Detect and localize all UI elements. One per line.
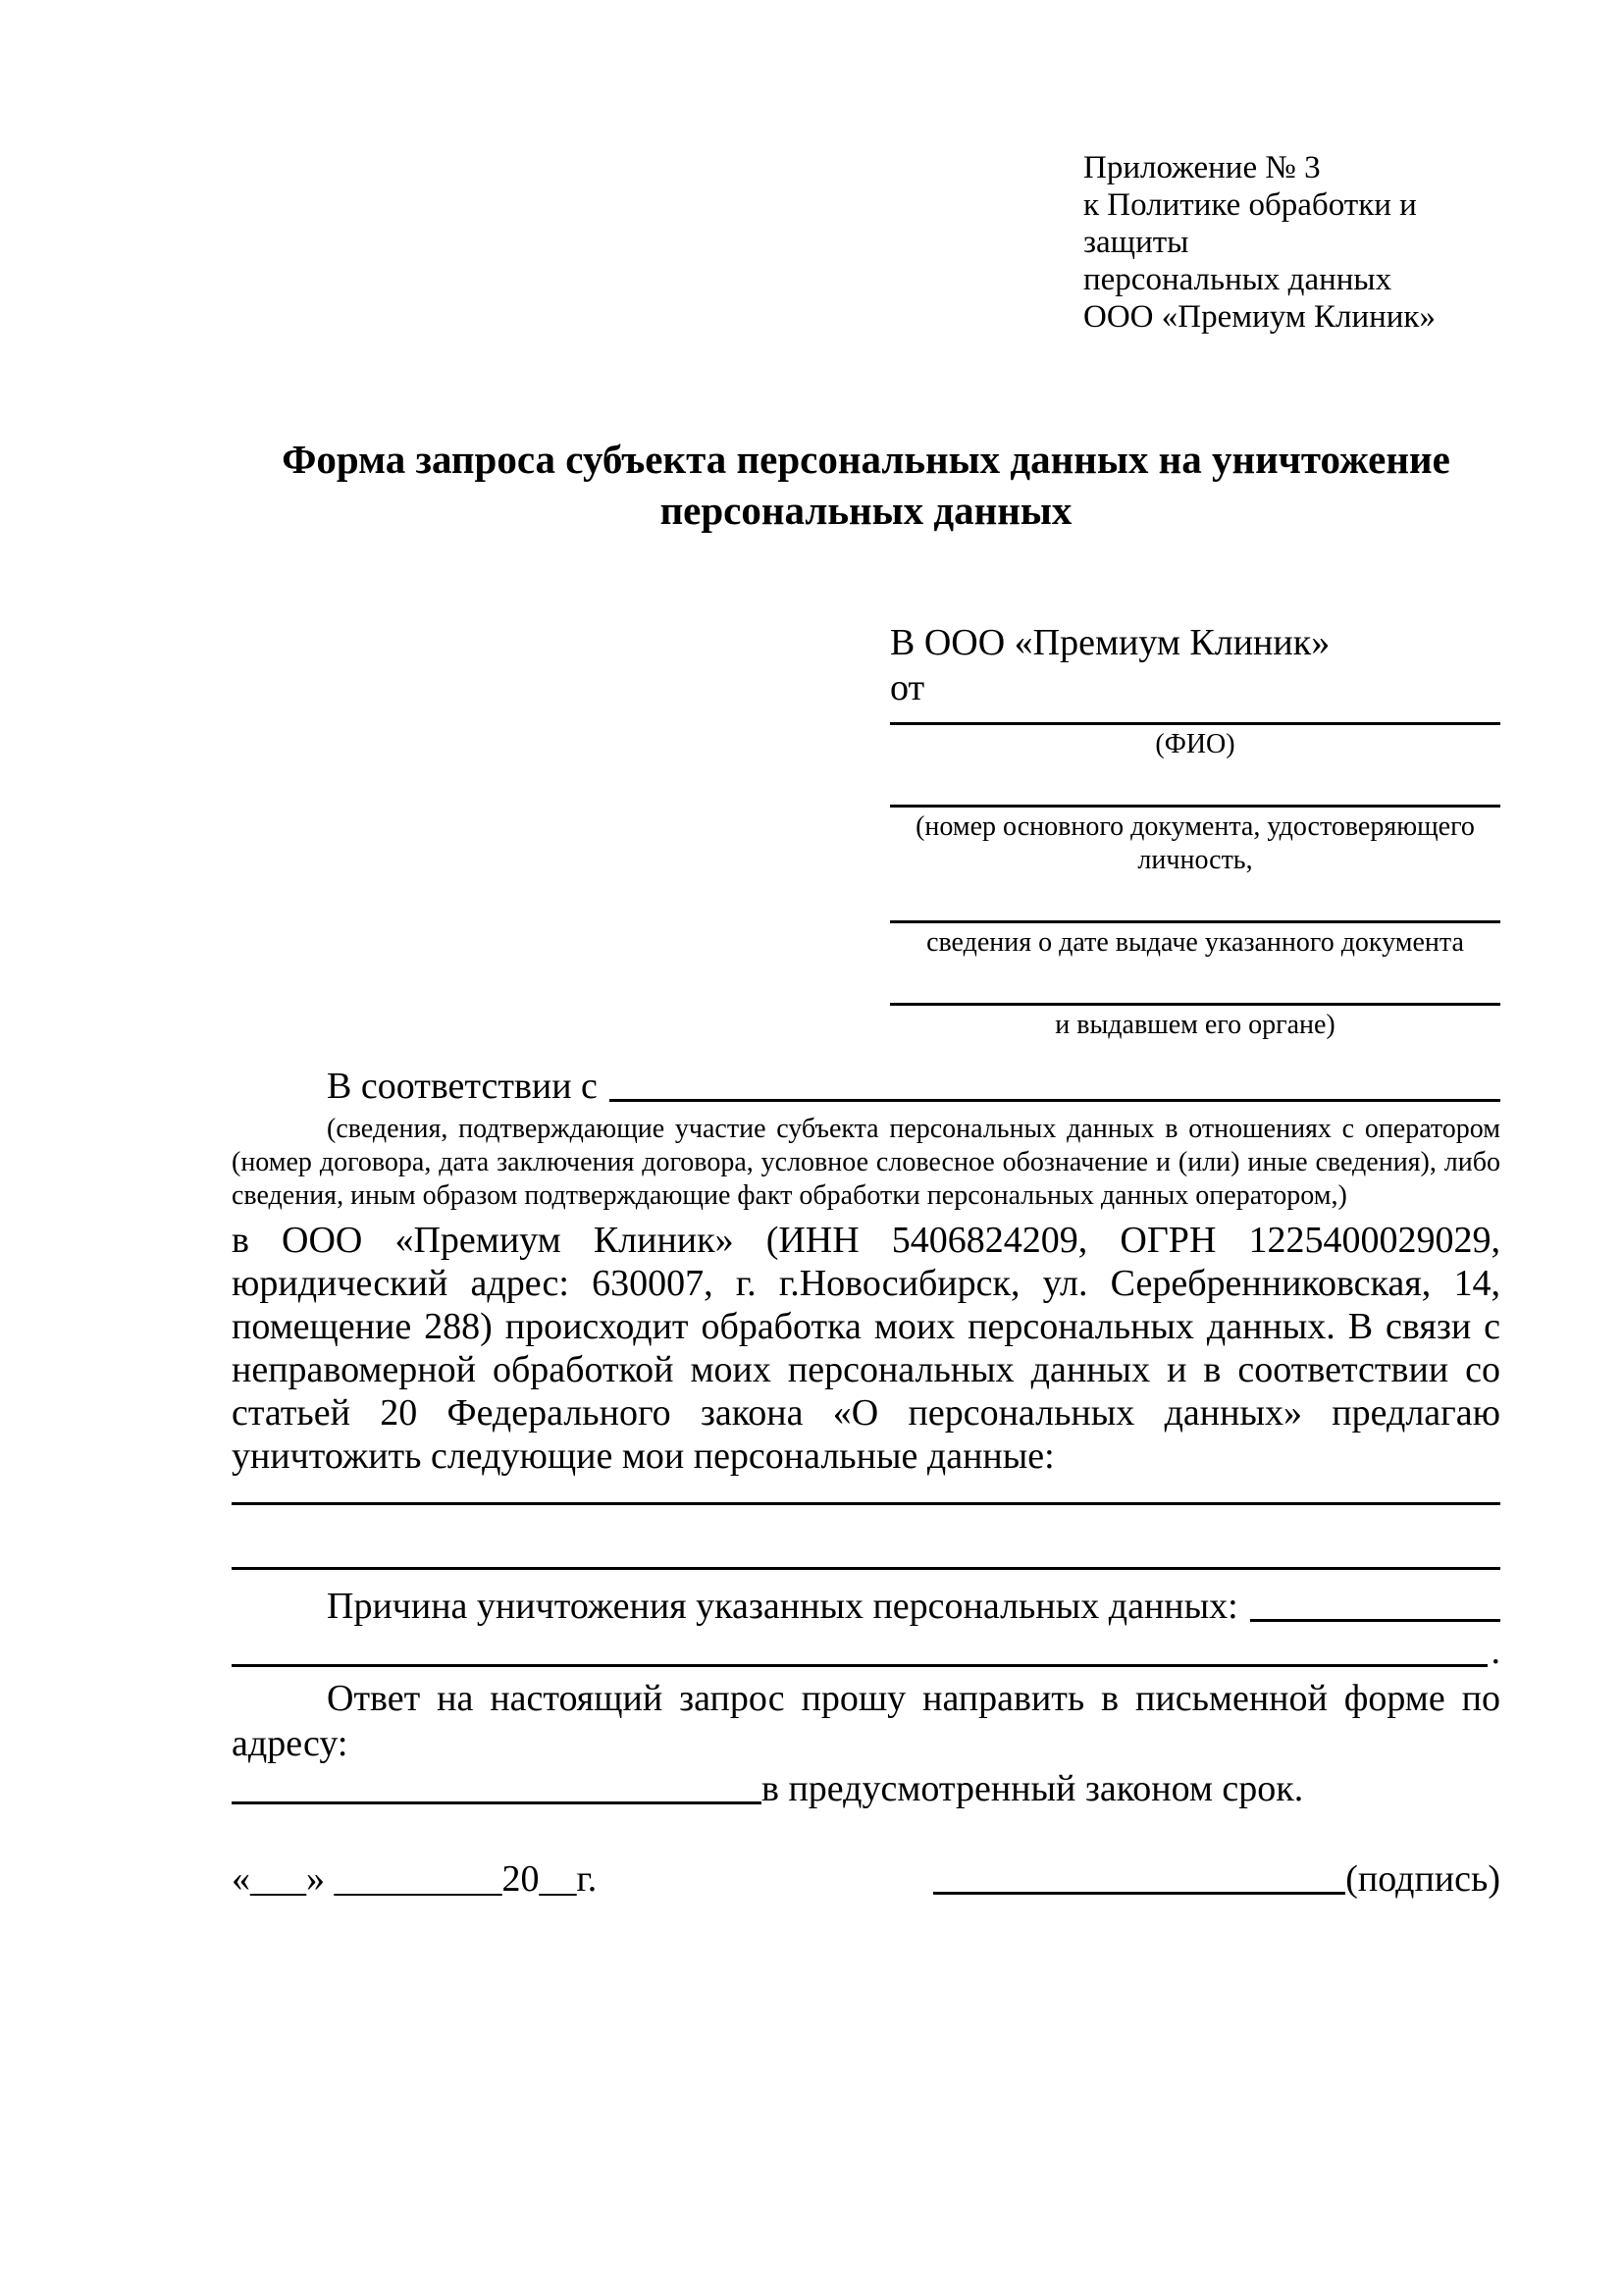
personal-data-fill-line-1 <box>232 1478 1500 1505</box>
doc-issuer-fill-line <box>890 1003 1500 1006</box>
doc-date-fill-line <box>890 920 1500 923</box>
appendix-note-line: ООО «Премиум Клиник» <box>1083 299 1436 335</box>
addressee-from-label: от <box>890 667 925 708</box>
accordance-lead: В соответствии с <box>327 1066 598 1107</box>
accordance-note: (сведения, подтверждающие участие субъекта персональных данных в отношениях с оператором (номер договора, дата заключения договора, условное словесное обозначение и (или) иные сведения), либо сведения, иным образом подтверждающие факт обработки персональных данных оператором,) <box>232 1114 1500 1211</box>
body-paragraph: в ООО «Премиум Клиник» (ИНН 5406824209, ОГРН 1225400029029, юридический адрес: 630007, г. г.Новосибирск, ул. Серебренниковская, 14, помещение 288) происходит обработка моих персональных данных. В связи с неправомерной обработкой моих персональных данных и в соответствии со статьей 20 Федерального закона «О персональных данных» предлагаю уничтожить следующие мои персональные данные: <box>232 1220 1500 1477</box>
doc-number-caption: (номер основного документа, удостоверяющего личность, <box>916 811 1475 875</box>
fio-fill-line <box>890 722 1500 725</box>
reason-fill-line-2 <box>232 1664 1488 1667</box>
accordance-row <box>232 1064 1500 1109</box>
doc-date-caption: сведения о дате выдаче указанного документа <box>926 927 1464 958</box>
personal-data-fill-line-2 <box>232 1505 1500 1570</box>
footer-row <box>232 1856 1500 1902</box>
signature-caption: (подпись) <box>1345 1858 1500 1900</box>
reason-fill-line <box>1250 1584 1500 1622</box>
date-placeholder: «___» _________20__г. <box>232 1858 598 1900</box>
doc-issuer-caption: и выдавшем его органе) <box>1055 1010 1335 1040</box>
response-paragraph: Ответ на настоящий запрос прошу направить в письменной форме по адресу: <box>232 1678 1500 1764</box>
signature-group <box>933 1856 1500 1902</box>
addressee-to: В ООО «Премиум Клиник» <box>890 622 1331 663</box>
appendix-note <box>1083 149 1500 336</box>
reason-label: Причина уничтожения указанных персональных данных: <box>327 1586 1238 1627</box>
appendix-note-line: Приложение № 3 <box>1083 150 1321 185</box>
response-tail: в предусмотренный законом срок. <box>761 1768 1304 1809</box>
reason-continuation-row <box>232 1629 1500 1674</box>
appendix-note-line: к Политике обработки и защиты <box>1083 187 1417 260</box>
line-period: . <box>1491 1631 1500 1672</box>
accordance-fill-line <box>609 1064 1500 1102</box>
document-title: Форма запроса субъекта персональных данных на уничтожение персональных данных <box>282 437 1450 533</box>
doc-number-fill-line <box>890 805 1500 808</box>
address-fill-line <box>232 1766 761 1804</box>
addressee-block <box>890 620 1500 1042</box>
reason-row <box>232 1584 1500 1629</box>
appendix-note-line: персональных данных <box>1083 262 1392 297</box>
address-row <box>232 1766 1500 1811</box>
signature-fill-line <box>933 1892 1345 1895</box>
fio-caption: (ФИО) <box>1155 729 1235 759</box>
